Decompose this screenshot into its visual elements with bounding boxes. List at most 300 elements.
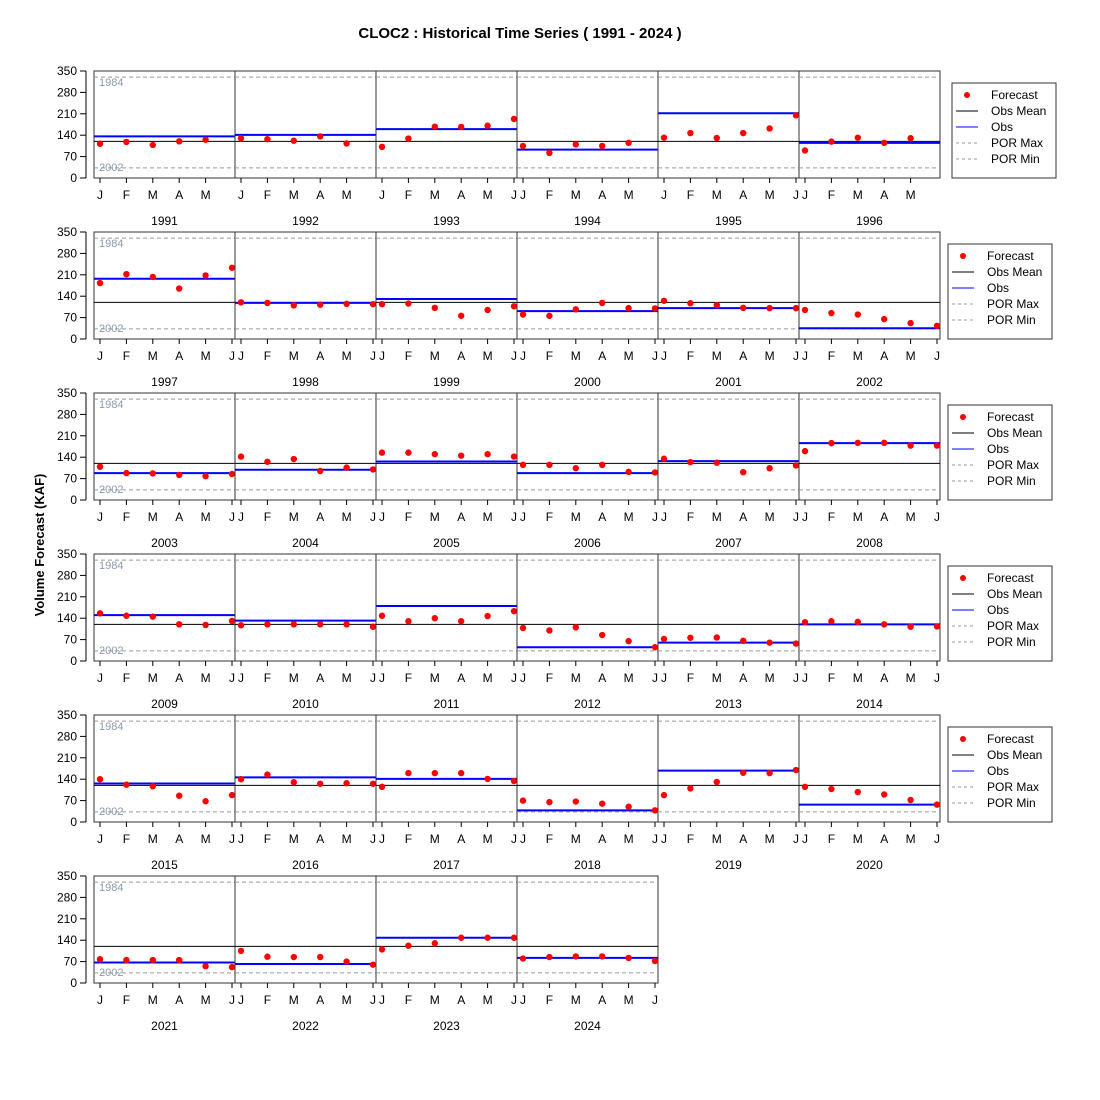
y-tick-label: 0 xyxy=(70,976,77,990)
forecast-point xyxy=(150,274,156,280)
por-max-year-label: 1984 xyxy=(99,399,124,412)
forecast-point xyxy=(484,451,490,457)
forecast-point xyxy=(343,301,349,307)
x-tick-label: A xyxy=(739,832,748,846)
x-tick-label: F xyxy=(263,832,272,846)
forecast-point xyxy=(291,621,297,627)
forecast-point xyxy=(317,781,323,787)
forecast-point xyxy=(934,623,940,629)
panel-frame xyxy=(376,71,517,178)
x-tick-label: J xyxy=(934,349,940,363)
y-tick-label: 140 xyxy=(56,772,77,787)
y-tick-label: 210 xyxy=(56,750,77,765)
x-tick-label: M xyxy=(147,349,158,363)
y-tick-label: 140 xyxy=(56,611,77,626)
x-tick-label: J xyxy=(97,993,103,1007)
forecast-point xyxy=(573,798,579,804)
forecast-point xyxy=(828,138,834,144)
y-tick-label: 350 xyxy=(56,708,77,722)
x-tick-label: M xyxy=(764,832,775,846)
forecast-point xyxy=(714,302,720,308)
x-tick-label: F xyxy=(263,671,272,685)
panel-2016 xyxy=(235,715,376,872)
x-tick-label: A xyxy=(880,832,889,846)
legend-row-1 xyxy=(952,83,1056,178)
x-tick-label: M xyxy=(482,349,493,363)
forecast-point xyxy=(238,453,244,459)
legend-label: POR Max xyxy=(991,136,1044,150)
y-tick-label: 0 xyxy=(70,332,77,346)
legend-label: Obs xyxy=(991,120,1014,134)
x-tick-label: M xyxy=(147,671,158,685)
x-tick-label: M xyxy=(288,188,299,202)
legend-label: Obs xyxy=(987,764,1010,778)
x-tick-label: F xyxy=(545,188,554,202)
panel-year-label: 2002 xyxy=(856,375,883,389)
panel-year-label: 2023 xyxy=(433,1019,460,1033)
panel-2000 xyxy=(517,232,658,389)
legend-forecast-marker xyxy=(960,575,966,581)
panel-1992 xyxy=(235,71,376,228)
x-tick-label: M xyxy=(341,993,352,1007)
y-axis-row-5 xyxy=(57,708,86,829)
panel-year-label: 2009 xyxy=(151,697,178,711)
forecast-point xyxy=(317,954,323,960)
forecast-point xyxy=(687,300,693,306)
y-tick-label: 350 xyxy=(56,386,77,400)
legend-row-2 xyxy=(948,244,1052,339)
x-tick-label: J xyxy=(238,671,244,685)
forecast-point xyxy=(202,272,208,278)
forecast-point xyxy=(740,130,746,136)
x-tick-label: F xyxy=(827,349,836,363)
panel-1996 xyxy=(799,71,940,228)
x-tick-label: J xyxy=(97,671,103,685)
forecast-point xyxy=(802,147,808,153)
panel-2020 xyxy=(799,715,940,872)
legend-label: Forecast xyxy=(987,249,1034,263)
x-tick-label: J xyxy=(661,671,667,685)
x-tick-label: M xyxy=(905,510,916,524)
panel-2001 xyxy=(658,232,799,389)
forecast-point xyxy=(625,804,631,810)
y-tick-label: 280 xyxy=(56,568,77,583)
x-tick-label: A xyxy=(457,671,466,685)
legend-forecast-marker xyxy=(960,414,966,420)
forecast-point xyxy=(661,636,667,642)
forecast-point xyxy=(802,784,808,790)
forecast-point xyxy=(546,799,552,805)
forecast-point xyxy=(625,140,631,146)
x-tick-label: J xyxy=(379,510,385,524)
panel-2024 xyxy=(517,876,658,1033)
x-tick-label: M xyxy=(429,671,440,685)
x-tick-label: M xyxy=(288,349,299,363)
por-min-year-label: 2002 xyxy=(99,322,124,335)
x-tick-label: F xyxy=(263,993,272,1007)
forecast-point xyxy=(291,302,297,308)
forecast-point xyxy=(907,135,913,141)
x-tick-label: M xyxy=(764,671,775,685)
legend-label: POR Min xyxy=(991,152,1040,166)
forecast-point xyxy=(123,957,129,963)
forecast-point xyxy=(573,465,579,471)
forecast-point xyxy=(855,619,861,625)
x-tick-label: A xyxy=(739,188,748,202)
forecast-point xyxy=(405,135,411,141)
panel-year-label: 2008 xyxy=(856,536,883,550)
panel-year-label: 2003 xyxy=(151,536,178,550)
forecast-point xyxy=(97,141,103,147)
forecast-point xyxy=(229,265,235,271)
forecast-point xyxy=(907,797,913,803)
legend-label: POR Min xyxy=(987,796,1036,810)
x-tick-label: A xyxy=(457,510,466,524)
forecast-point xyxy=(625,469,631,475)
x-tick-label: F xyxy=(827,832,836,846)
panel-2018 xyxy=(517,715,658,872)
por-max-year-label: 1984 xyxy=(99,721,124,734)
forecast-point xyxy=(599,462,605,468)
y-tick-label: 70 xyxy=(63,310,77,325)
x-tick-label: A xyxy=(316,349,325,363)
x-tick-label: M xyxy=(200,510,211,524)
panel-frame xyxy=(517,71,658,178)
y-tick-label: 280 xyxy=(56,729,77,744)
panel-2008 xyxy=(799,393,940,550)
forecast-point xyxy=(766,305,772,311)
x-tick-label: M xyxy=(905,832,916,846)
x-tick-label: A xyxy=(316,993,325,1007)
forecast-point xyxy=(150,783,156,789)
panel-frame xyxy=(799,715,940,822)
panel-year-label: 2010 xyxy=(292,697,319,711)
x-tick-label: J xyxy=(652,832,658,846)
x-tick-label: J xyxy=(370,993,376,1007)
x-tick-label: J xyxy=(229,671,235,685)
panel-frame xyxy=(376,554,517,661)
forecast-point xyxy=(546,627,552,633)
forecast-point xyxy=(599,632,605,638)
x-tick-label: A xyxy=(316,671,325,685)
x-tick-label: F xyxy=(827,671,836,685)
panel-year-label: 1991 xyxy=(151,214,178,228)
x-tick-label: F xyxy=(122,993,131,1007)
forecast-point xyxy=(484,935,490,941)
forecast-point xyxy=(238,776,244,782)
forecast-point xyxy=(229,471,235,477)
x-tick-label: M xyxy=(852,510,863,524)
x-tick-label: A xyxy=(880,671,889,685)
legend-label: Obs xyxy=(987,442,1010,456)
forecast-point xyxy=(432,770,438,776)
forecast-point xyxy=(123,139,129,145)
forecast-point xyxy=(881,621,887,627)
forecast-point xyxy=(317,621,323,627)
x-tick-label: M xyxy=(623,510,634,524)
forecast-point xyxy=(238,299,244,305)
y-tick-label: 0 xyxy=(70,493,77,507)
y-axis-row-3 xyxy=(57,386,86,507)
panel-frame xyxy=(799,71,940,178)
x-tick-label: M xyxy=(570,832,581,846)
forecast-point xyxy=(379,784,385,790)
forecast-point xyxy=(802,619,808,625)
x-tick-label: M xyxy=(905,671,916,685)
x-tick-label: F xyxy=(122,832,131,846)
forecast-point xyxy=(458,313,464,319)
x-tick-label: A xyxy=(598,349,607,363)
x-tick-label: M xyxy=(147,993,158,1007)
x-tick-label: J xyxy=(793,349,799,363)
x-tick-label: M xyxy=(482,832,493,846)
forecast-point xyxy=(97,610,103,616)
forecast-point xyxy=(229,618,235,624)
por-min-year-label: 2002 xyxy=(99,483,124,496)
x-tick-label: J xyxy=(370,832,376,846)
forecast-point xyxy=(264,771,270,777)
forecast-point xyxy=(370,961,376,967)
x-tick-label: F xyxy=(263,349,272,363)
x-tick-label: J xyxy=(97,188,103,202)
x-tick-label: F xyxy=(686,188,695,202)
forecast-point xyxy=(652,958,658,964)
x-tick-label: M xyxy=(341,832,352,846)
forecast-point xyxy=(599,143,605,149)
panel-1994 xyxy=(517,71,658,228)
x-tick-label: J xyxy=(661,832,667,846)
forecast-point xyxy=(379,449,385,455)
x-tick-label: J xyxy=(661,510,667,524)
forecast-point xyxy=(793,112,799,118)
forecast-point xyxy=(264,459,270,465)
forecast-point xyxy=(828,440,834,446)
forecast-point xyxy=(150,470,156,476)
forecast-point xyxy=(176,472,182,478)
forecast-point xyxy=(934,323,940,329)
x-tick-label: M xyxy=(852,349,863,363)
panel-frame xyxy=(658,554,799,661)
forecast-point xyxy=(202,473,208,479)
forecast-point xyxy=(546,954,552,960)
y-tick-label: 70 xyxy=(63,793,77,808)
y-tick-label: 140 xyxy=(56,128,77,143)
x-tick-label: M xyxy=(147,188,158,202)
panel-year-label: 1997 xyxy=(151,375,178,389)
y-tick-label: 0 xyxy=(70,815,77,829)
panel-year-label: 2012 xyxy=(574,697,601,711)
forecast-point xyxy=(511,778,517,784)
forecast-point xyxy=(458,618,464,624)
forecast-point xyxy=(511,453,517,459)
legend-label: POR Max xyxy=(987,458,1040,472)
x-tick-label: F xyxy=(686,832,695,846)
x-tick-label: F xyxy=(545,832,554,846)
legend-label: POR Min xyxy=(987,474,1036,488)
forecast-point xyxy=(458,452,464,458)
x-tick-label: M xyxy=(905,188,916,202)
forecast-point xyxy=(881,791,887,797)
y-axis-row-2 xyxy=(57,225,86,346)
forecast-point xyxy=(291,138,297,144)
forecast-point xyxy=(802,448,808,454)
x-tick-label: J xyxy=(652,510,658,524)
x-tick-label: J xyxy=(511,349,517,363)
forecast-point xyxy=(520,311,526,317)
forecast-point xyxy=(176,621,182,627)
x-tick-label: F xyxy=(686,349,695,363)
x-tick-label: A xyxy=(316,510,325,524)
legend-label: Obs Mean xyxy=(987,426,1043,440)
panel-2009 xyxy=(94,554,235,711)
x-tick-label: M xyxy=(852,188,863,202)
panel-frame xyxy=(235,715,376,822)
forecast-point xyxy=(573,624,579,630)
x-tick-label: M xyxy=(200,832,211,846)
forecast-point xyxy=(123,613,129,619)
x-tick-label: A xyxy=(739,510,748,524)
x-tick-label: F xyxy=(686,671,695,685)
y-tick-label: 210 xyxy=(56,589,77,604)
x-tick-label: M xyxy=(429,993,440,1007)
x-tick-label: J xyxy=(793,832,799,846)
forecast-point xyxy=(687,635,693,641)
por-max-year-label: 1984 xyxy=(99,560,124,573)
forecast-point xyxy=(855,311,861,317)
x-tick-label: A xyxy=(175,993,184,1007)
x-tick-label: F xyxy=(545,510,554,524)
x-tick-label: M xyxy=(200,188,211,202)
forecast-point xyxy=(343,464,349,470)
panel-frame xyxy=(235,232,376,339)
forecast-point xyxy=(202,798,208,804)
x-tick-label: J xyxy=(802,510,808,524)
forecast-point xyxy=(202,137,208,143)
forecast-point xyxy=(828,618,834,624)
forecast-point xyxy=(855,789,861,795)
forecast-point xyxy=(511,608,517,614)
panel-year-label: 2013 xyxy=(715,697,742,711)
panel-2002 xyxy=(799,232,940,389)
x-tick-label: A xyxy=(175,510,184,524)
x-tick-label: M xyxy=(711,510,722,524)
por-min-year-label: 2002 xyxy=(99,161,124,174)
forecast-point xyxy=(238,135,244,141)
forecast-point xyxy=(370,781,376,787)
x-tick-label: J xyxy=(511,671,517,685)
legend-label: Forecast xyxy=(987,410,1034,424)
y-tick-label: 140 xyxy=(56,450,77,465)
x-tick-label: F xyxy=(404,510,413,524)
y-tick-label: 280 xyxy=(56,407,77,422)
forecast-point xyxy=(150,957,156,963)
forecast-point xyxy=(546,462,552,468)
forecast-point xyxy=(343,958,349,964)
x-tick-label: J xyxy=(97,349,103,363)
legend-label: Obs Mean xyxy=(991,104,1047,118)
x-tick-label: A xyxy=(175,349,184,363)
y-tick-label: 350 xyxy=(56,225,77,239)
x-tick-label: A xyxy=(457,349,466,363)
forecast-point xyxy=(317,133,323,139)
x-tick-label: M xyxy=(341,349,352,363)
forecast-point xyxy=(714,634,720,640)
forecast-point xyxy=(176,285,182,291)
panel-2011 xyxy=(376,554,517,711)
panel-frame xyxy=(517,715,658,822)
legend-label: Forecast xyxy=(991,88,1038,102)
forecast-point xyxy=(828,786,834,792)
por-max-year-label: 1984 xyxy=(99,238,124,251)
panel-frame xyxy=(799,232,940,339)
x-tick-label: F xyxy=(122,671,131,685)
forecast-point xyxy=(484,307,490,313)
panel-year-label: 1994 xyxy=(574,214,601,228)
forecast-point xyxy=(907,624,913,630)
panel-year-label: 2001 xyxy=(715,375,742,389)
forecast-point xyxy=(123,470,129,476)
legend-row-5 xyxy=(948,727,1052,822)
x-tick-label: J xyxy=(370,349,376,363)
forecast-point xyxy=(661,298,667,304)
x-tick-label: J xyxy=(793,671,799,685)
x-tick-label: M xyxy=(623,832,634,846)
forecast-point xyxy=(405,618,411,624)
x-tick-label: J xyxy=(238,510,244,524)
forecast-point xyxy=(714,460,720,466)
forecast-point xyxy=(740,469,746,475)
panel-2010 xyxy=(235,554,376,711)
x-tick-label: J xyxy=(229,832,235,846)
forecast-point xyxy=(432,940,438,946)
forecast-point xyxy=(458,124,464,130)
panel-2013 xyxy=(658,554,799,711)
forecast-point xyxy=(264,621,270,627)
panel-frame xyxy=(235,71,376,178)
panel-1995 xyxy=(658,71,799,228)
y-tick-label: 350 xyxy=(56,64,77,78)
panel-2003 xyxy=(94,393,235,550)
forecast-point xyxy=(264,954,270,960)
panel-year-label: 1995 xyxy=(715,214,742,228)
x-tick-label: M xyxy=(288,832,299,846)
legend-label: Obs xyxy=(987,281,1010,295)
y-tick-label: 0 xyxy=(70,654,77,668)
panel-2023 xyxy=(376,876,517,1033)
forecast-point xyxy=(520,955,526,961)
x-tick-label: J xyxy=(520,671,526,685)
panel-frame xyxy=(517,554,658,661)
panel-2004 xyxy=(235,393,376,550)
x-tick-label: A xyxy=(739,349,748,363)
x-tick-label: J xyxy=(802,349,808,363)
panel-year-label: 2006 xyxy=(574,536,601,550)
x-tick-label: M xyxy=(429,510,440,524)
panel-2019 xyxy=(658,715,799,872)
forecast-point xyxy=(343,780,349,786)
panel-2007 xyxy=(658,393,799,550)
panel-1993 xyxy=(376,71,517,228)
forecast-point xyxy=(625,305,631,311)
legend-forecast-marker xyxy=(960,736,966,742)
x-tick-label: A xyxy=(316,188,325,202)
forecast-point xyxy=(229,792,235,798)
forecast-point xyxy=(291,954,297,960)
x-tick-label: A xyxy=(457,993,466,1007)
x-tick-label: F xyxy=(827,510,836,524)
x-tick-label: A xyxy=(175,671,184,685)
x-tick-label: M xyxy=(482,993,493,1007)
